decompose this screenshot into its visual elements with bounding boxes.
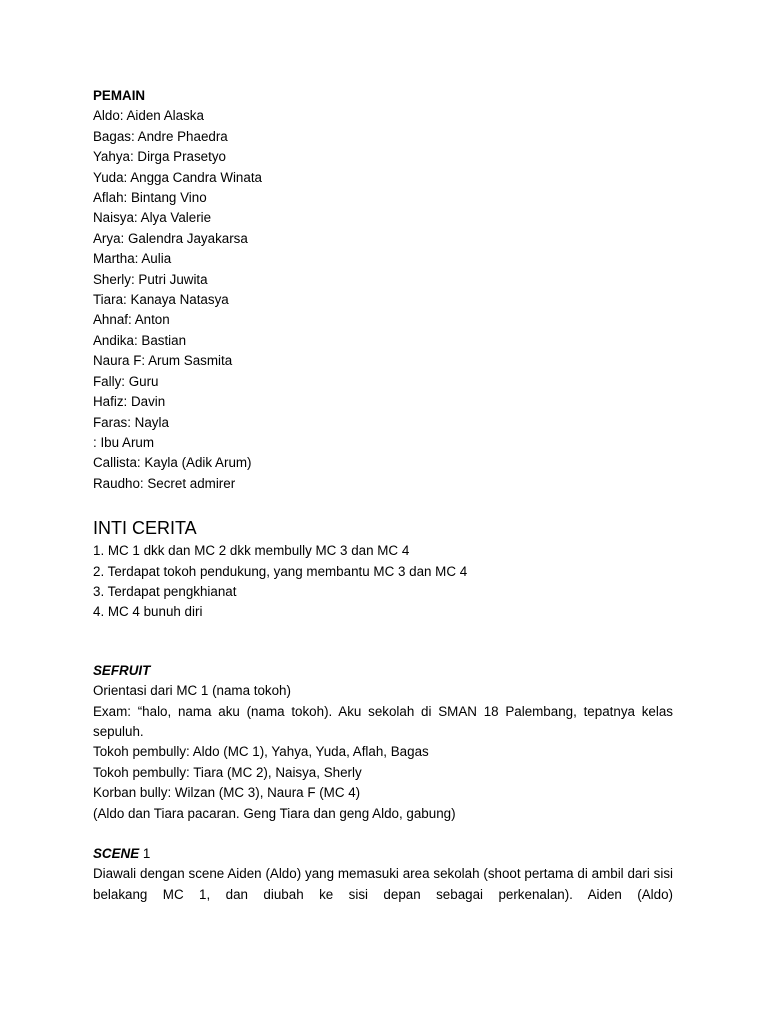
pemain-item: Bagas: Andre Phaedra	[93, 128, 228, 144]
inti-cerita-list	[93, 541, 673, 623]
pemain-item: Hafiz: Davin	[93, 394, 166, 410]
document-page	[93, 86, 673, 905]
pemain-item: Fally: Guru	[93, 373, 159, 389]
pemain-item: Martha: Aulia	[93, 251, 172, 267]
pemain-item: Raudho: Secret admirer	[93, 475, 236, 491]
scene-1-paragraph: Diawali dengan scene Aiden (Aldo) yang memasuki area sekolah (shoot pertama di ambil dari sisi belakang MC 1, dan diubah ke sisi depan sebagai perkenalan). Aiden (Aldo)	[93, 866, 673, 902]
inti-cerita-section	[93, 516, 673, 623]
scene-1-heading-number: 1	[139, 846, 151, 861]
scene-1-heading-word: SCENE	[93, 846, 140, 861]
pemain-item: Yuda: Angga Candra Winata	[93, 169, 262, 185]
pemain-item: Ahnaf: Anton	[93, 312, 170, 328]
inti-cerita-item: 4. MC 4 bunuh diri	[93, 604, 203, 620]
pemain-item: Arya: Galendra Jayakarsa	[93, 230, 248, 246]
sefruit-line: (Aldo dan Tiara pacaran. Geng Tiara dan geng Aldo, gabung)	[93, 805, 456, 821]
pemain-item: Faras: Nayla	[93, 414, 169, 430]
pemain-item: Andika: Bastian	[93, 332, 187, 348]
sefruit-exam: Exam: “halo, nama aku (nama tokoh). Aku sekolah di SMAN 18 Palembang, tepatnya kelas sepuluh.	[93, 703, 673, 739]
inti-cerita-item: 1. MC 1 dkk dan MC 2 dkk membully MC 3 dan MC 4	[93, 543, 410, 559]
pemain-item: Aldo: Aiden Alaska	[93, 108, 204, 124]
sefruit-line: Tokoh pembully: Tiara (MC 2), Naisya, Sherly	[93, 764, 362, 780]
pemain-item: : Ibu Arum	[93, 434, 155, 450]
sefruit-heading: SEFRUIT	[93, 662, 151, 678]
sefruit-orientasi: Orientasi dari MC 1 (nama tokoh)	[93, 683, 291, 699]
pemain-section	[93, 86, 673, 494]
sefruit-line: Korban bully: Wilzan (MC 3), Naura F (MC 4)	[93, 785, 361, 801]
pemain-list	[93, 106, 673, 494]
pemain-item: Yahya: Dirga Prasetyo	[93, 149, 226, 165]
inti-cerita-heading: INTI CERITA	[93, 518, 197, 539]
pemain-item: Sherly: Putri Juwita	[93, 271, 208, 287]
pemain-item: Tiara: Kanaya Natasya	[93, 292, 229, 308]
scene-1-section	[93, 844, 673, 905]
inti-cerita-item: 3. Terdapat pengkhianat	[93, 583, 237, 599]
sefruit-section	[93, 661, 673, 824]
pemain-item: Naura F: Arum Sasmita	[93, 353, 233, 369]
pemain-item: Aflah: Bintang Vino	[93, 190, 207, 206]
pemain-item: Naisya: Alya Valerie	[93, 210, 212, 226]
inti-cerita-item: 2. Terdapat tokoh pendukung, yang membantu MC 3 dan MC 4	[93, 563, 468, 579]
sefruit-line: Tokoh pembully: Aldo (MC 1), Yahya, Yuda, Aflah, Bagas	[93, 744, 429, 760]
scene-1-heading	[93, 844, 673, 864]
pemain-heading: PEMAIN	[93, 88, 146, 103]
pemain-item: Callista: Kayla (Adik Arum)	[93, 455, 252, 471]
